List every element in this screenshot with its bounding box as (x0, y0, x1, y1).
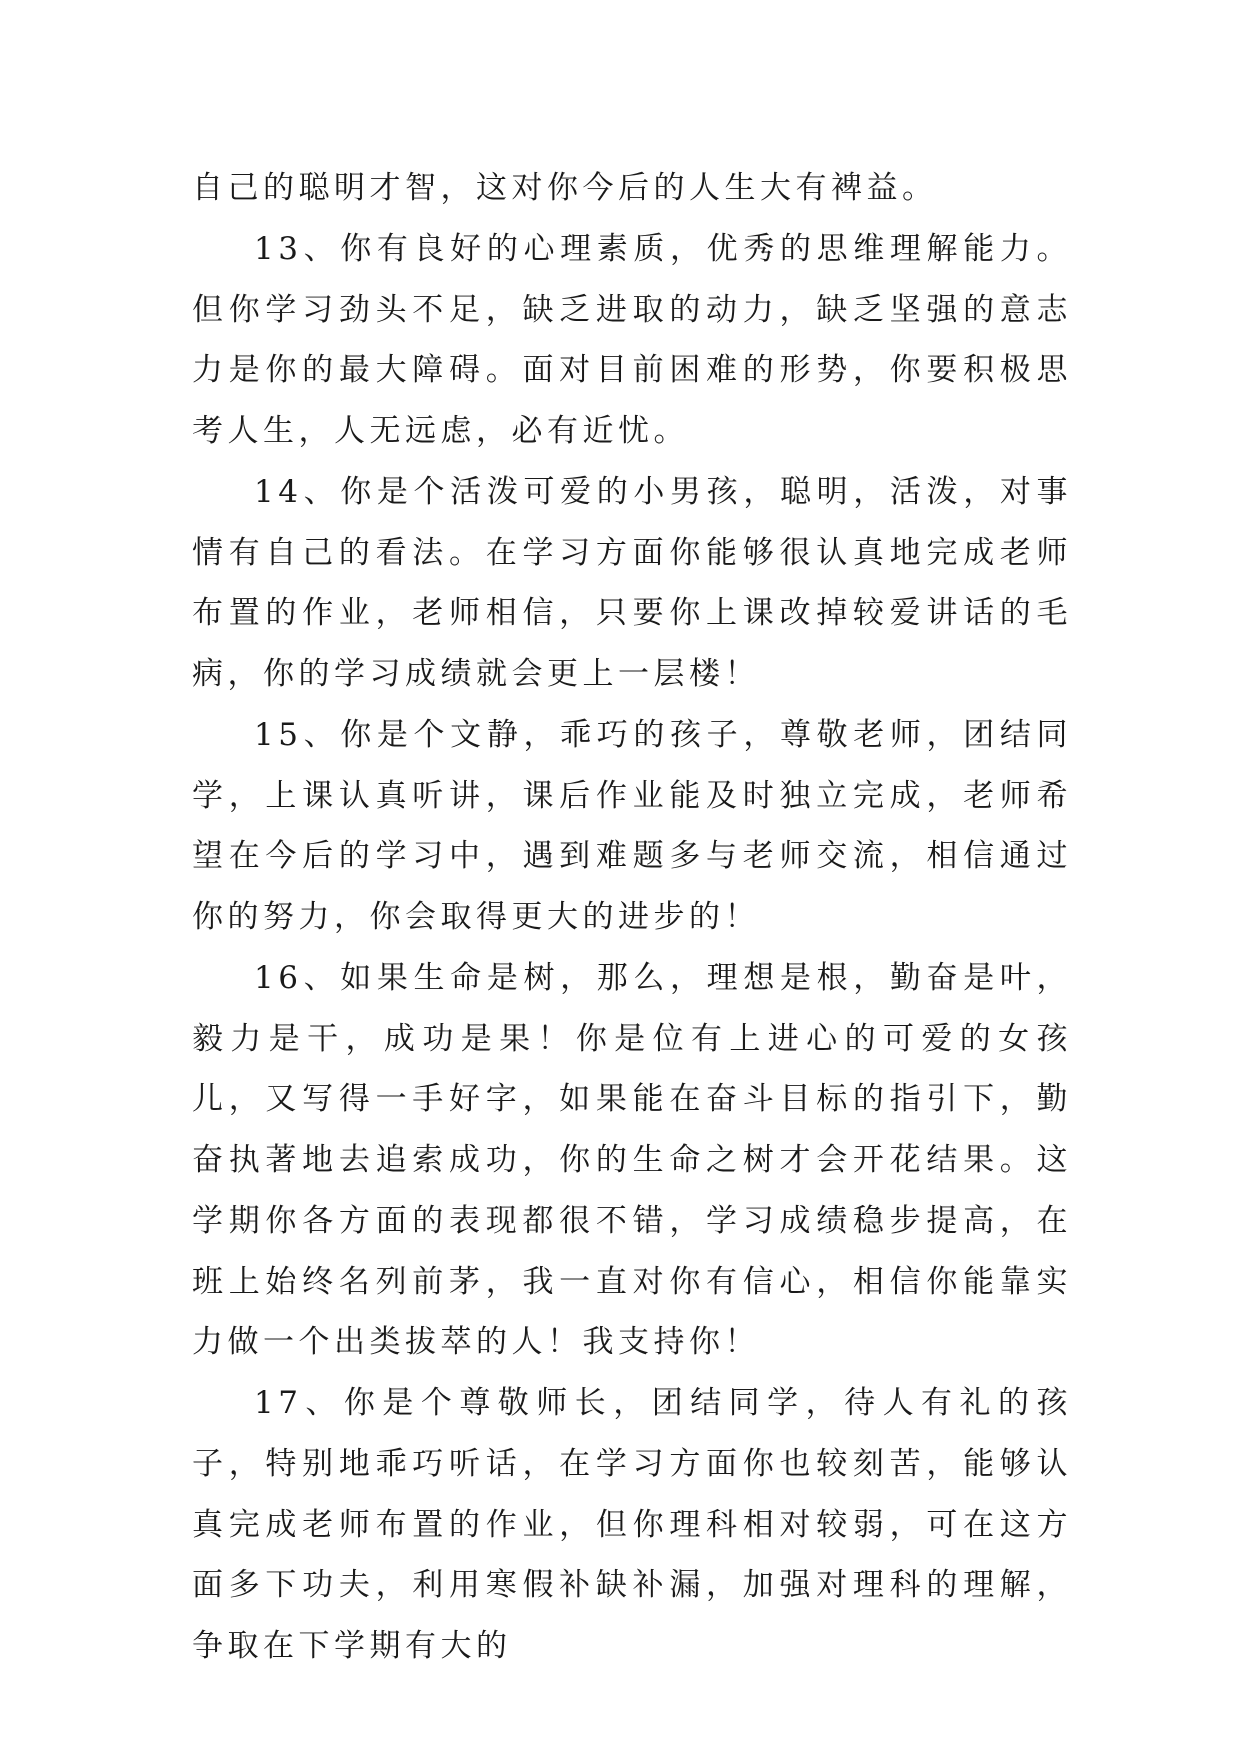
paragraph-16: 16、如果生命是树，那么，理想是根，勤奋是叶，毅力是干，成功是果！你是位有上进心的可爱的女孩儿，又写得一手好字，如果能在奋斗目标的指引下，勤奋执著地去追索成功，你的生命之树才会开花结果。这学期你各方面的表现都很不错，学习成绩稳步提高，在班上始终名列前茅，我一直对你有信心，相信你能靠实力做一个出类拔萃的人！我支持你！ (192, 959, 1072, 1361)
document-body (192, 158, 1072, 1677)
paragraph-continued: 自己的聪明才智，这对你今后的人生大有裨益。 (192, 170, 938, 206)
paragraph-14: 14、你是个活泼可爱的小男孩，聪明，活泼，对事情有自己的看法。在学习方面你能够很认真地完成老师布置的作业，老师相信，只要你上课改掉较爱讲话的毛病，你的学习成绩就会更上一层楼！ (192, 473, 1072, 692)
paragraph-13: 13、你有良好的心理素质，优秀的思维理解能力。但你学习劲头不足，缺乏进取的动力，缺乏坚强的意志力是你的最大障碍。面对目前困难的形势，你要积极思考人生，人无远虑，必有近忧。 (192, 230, 1072, 449)
paragraph-15: 15、你是个文静，乖巧的孩子，尊敬老师，团结同学，上课认真听讲，课后作业能及时独立完成，老师希望在今后的学习中，遇到难题多与老师交流，相信通过你的努力，你会取得更大的进步的！ (192, 716, 1072, 935)
paragraph-17: 17、你是个尊敬师长，团结同学，待人有礼的孩子，特别地乖巧听话，在学习方面你也较刻苦，能够认真完成老师布置的作业，但你理科相对较弱，可在这方面多下功夫，利用寒假补缺补漏，加强对理科的理解，争取在下学期有大的 (192, 1385, 1072, 1664)
